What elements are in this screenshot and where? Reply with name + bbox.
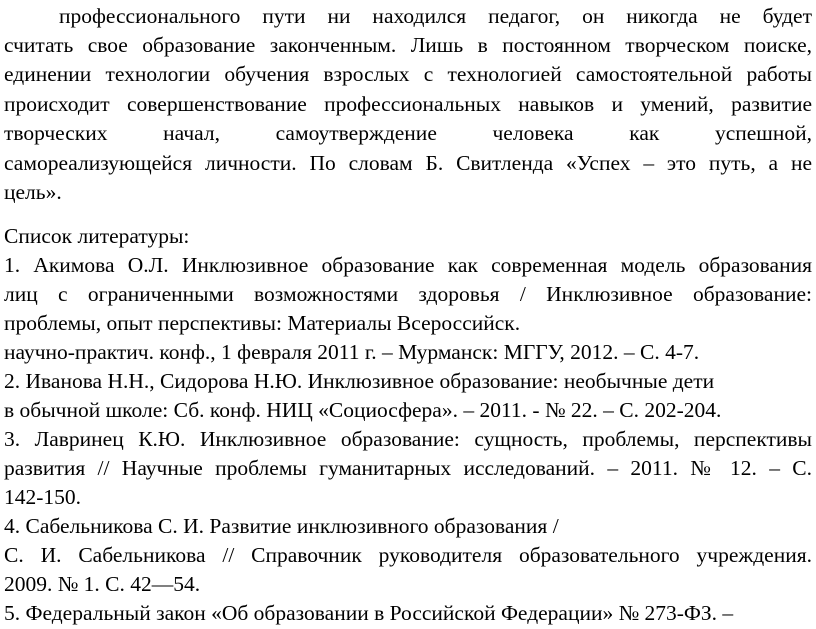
paragraph-line: профессионального пути ни находился педагог, он никогда не будет	[59, 4, 812, 28]
paragraph-line: единении технологии обучения взрослых с технологией самостоятельной работы	[4, 62, 812, 86]
paragraph-line: самореализующейся личности. По словам Б. Свитленда «Успех – это путь, а не	[4, 151, 812, 175]
reference-line: в обычной школе: Сб. конф. НИЦ «Социосфера». – 2011. - № 22. – С. 202-204.	[4, 398, 722, 422]
reference-line: 4. Сабельникова С. И. Развитие инклюзивного образования /	[4, 514, 559, 538]
paragraph-line: творческих начал, самоутверждение человека как успешной,	[4, 121, 812, 145]
reference-line: лиц с ограниченными возможностями здоровья / Инклюзивное образование:	[4, 282, 812, 306]
references-heading: Список литературы:	[4, 224, 190, 248]
paragraph-line: цель».	[4, 180, 62, 204]
reference-line: проблемы, опыт перспективы: Материалы Всероссийск.	[4, 311, 521, 335]
reference-line: 3. Лавринец К.Ю. Инклюзивное образование: сущность, проблемы, перспективы	[4, 427, 812, 451]
reference-line: 142-150.	[4, 485, 82, 509]
reference-line: 5. Федеральный закон «Об образовании в Российской Федерации» № 273-ФЗ. –	[4, 601, 734, 625]
reference-line: 2009. № 1. С. 42—54.	[4, 572, 201, 596]
reference-line: С. И. Сабельникова // Справочник руководителя образовательного учреждения.	[4, 543, 812, 567]
paragraph-line: происходит совершенствование профессиональных навыков и умений, развитие	[4, 92, 812, 116]
reference-line: 1. Акимова О.Л. Инклюзивное образование как современная модель образования	[4, 253, 812, 277]
reference-line: научно-практич. конф., 1 февраля 2011 г. – Мурманск: МГГУ, 2012. – С. 4-7.	[4, 340, 700, 364]
paragraph-line: считать свое образование законченным. Лишь в постоянном творческом поиске,	[4, 33, 812, 57]
reference-line: развития // Научные проблемы гуманитарных исследований. – 2011. № 12. – С.	[4, 456, 812, 480]
reference-line: 2. Иванова Н.Н., Сидорова Н.Ю. Инклюзивное образование: необычные дети	[4, 369, 715, 393]
